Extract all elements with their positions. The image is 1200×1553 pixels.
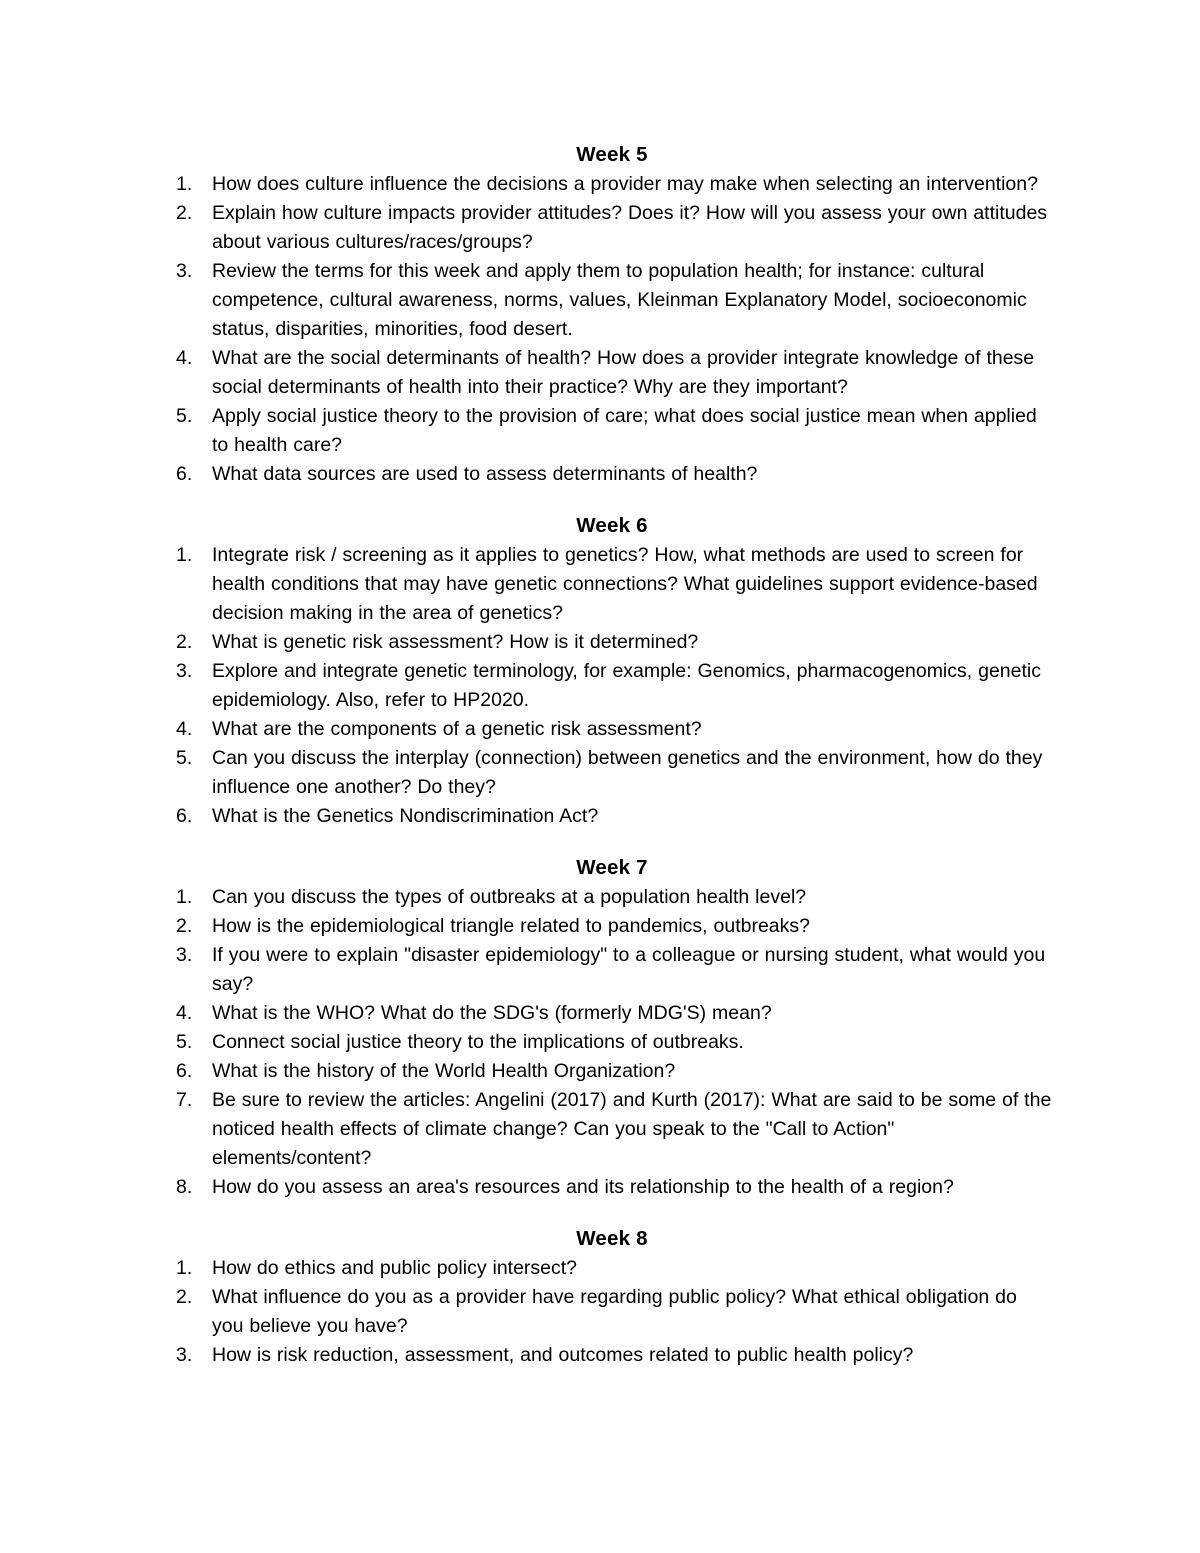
item-number: 6. <box>176 805 193 827</box>
item-number: 1. <box>176 886 193 908</box>
item-number: 1. <box>176 173 193 195</box>
item-number: 7. <box>176 1089 193 1111</box>
item-number: 4. <box>176 347 193 369</box>
list-item <box>172 883 1052 912</box>
list-item <box>172 1173 1052 1202</box>
item-number: 2. <box>176 1286 193 1308</box>
week-section <box>172 511 1052 831</box>
item-number: 3. <box>176 260 193 282</box>
item-number: 1. <box>176 1257 193 1279</box>
list-item <box>172 170 1052 199</box>
list-item <box>172 199 1052 257</box>
week-heading: Week 5 <box>576 143 648 166</box>
item-text: Be sure to review the articles: Angelini (2017) and Kurth (2017): What are said to be some of the noticed health effects of climate change? Can you speak to the "Call to Action" elements/content? <box>212 1089 1052 1169</box>
item-text: What are the social determinants of health? How does a provider integrate knowledge of these social determinants of health into their practice? Why are they important? <box>212 347 1035 398</box>
question-list <box>172 541 1052 831</box>
list-item <box>172 1086 1052 1173</box>
list-item <box>172 344 1052 402</box>
list-item <box>172 257 1052 344</box>
item-text: Explain how culture impacts provider attitudes? Does it? How will you assess your own attitudes about various cultures/races/groups? <box>212 202 1048 253</box>
list-item <box>172 802 1052 831</box>
item-text: How do you assess an area's resources and its relationship to the health of a region? <box>212 1176 954 1198</box>
list-item <box>172 744 1052 802</box>
question-list <box>172 170 1052 489</box>
item-text: How does culture influence the decisions a provider may make when selecting an intervention? <box>212 173 1038 195</box>
item-number: 8. <box>176 1176 193 1198</box>
item-number: 3. <box>176 1344 193 1366</box>
item-number: 3. <box>176 660 193 682</box>
list-item <box>172 1057 1052 1086</box>
week-section <box>172 853 1052 1202</box>
item-text: Explore and integrate genetic terminology, for example: Genomics, pharmacogenomics, genetic epidemiology. Also, refer to HP2020. <box>212 660 1041 711</box>
item-number: 6. <box>176 1060 193 1082</box>
list-item <box>172 912 1052 941</box>
list-item <box>172 715 1052 744</box>
week-section <box>172 1224 1052 1370</box>
list-item <box>172 999 1052 1028</box>
item-number: 4. <box>176 718 193 740</box>
list-item <box>172 941 1052 999</box>
list-item <box>172 1283 1052 1341</box>
item-number: 2. <box>176 202 193 224</box>
item-text: What are the components of a genetic risk assessment? <box>212 718 702 740</box>
list-item <box>172 541 1052 628</box>
list-item <box>172 1341 1052 1370</box>
item-text: Can you discuss the types of outbreaks at a population health level? <box>212 886 807 908</box>
question-list <box>172 1254 1052 1370</box>
week-section <box>172 140 1052 489</box>
item-text: How is the epidemiological triangle related to pandemics, outbreaks? <box>212 915 810 937</box>
item-text: What is the WHO? What do the SDG's (formerly MDG'S) mean? <box>212 1002 772 1024</box>
item-number: 5. <box>176 405 193 427</box>
item-text: Apply social justice theory to the provision of care; what does social justice mean when applied to health care? <box>212 405 1037 456</box>
item-text: What data sources are used to assess determinants of health? <box>212 463 758 485</box>
item-number: 1. <box>176 544 193 566</box>
item-number: 2. <box>176 631 193 653</box>
item-text: Integrate risk / screening as it applies to genetics? How, what methods are used to screen for health conditions that may have genetic connections? What guidelines support evidence-based decision making in the area of genetics? <box>212 544 1038 624</box>
list-item <box>172 628 1052 657</box>
list-item <box>172 1028 1052 1057</box>
item-number: 2. <box>176 915 193 937</box>
document-content <box>172 140 1052 1392</box>
item-text: What is the history of the World Health Organization? <box>212 1060 676 1082</box>
item-text: If you were to explain "disaster epidemiology" to a colleague or nursing student, what would you say? <box>212 944 1046 995</box>
list-item <box>172 657 1052 715</box>
item-number: 3. <box>176 944 193 966</box>
item-number: 5. <box>176 747 193 769</box>
item-number: 4. <box>176 1002 193 1024</box>
list-item <box>172 460 1052 489</box>
item-text: Connect social justice theory to the implications of outbreaks. <box>212 1031 744 1053</box>
item-text: What influence do you as a provider have regarding public policy? What ethical obligation do you believe you have? <box>212 1286 1017 1337</box>
item-number: 5. <box>176 1031 193 1053</box>
item-text: How do ethics and public policy intersect? <box>212 1257 578 1279</box>
item-text: Can you discuss the interplay (connection) between genetics and the environment, how do they influence one another? Do they? <box>212 747 1043 798</box>
week-heading: Week 6 <box>576 514 648 537</box>
question-list <box>172 883 1052 1202</box>
item-text: What is the Genetics Nondiscrimination Act? <box>212 805 599 827</box>
item-number: 6. <box>176 463 193 485</box>
item-text: Review the terms for this week and apply them to population health; for instance: cultural competence, cultural awareness, norms, values, Kleinman Explanatory Model, socioeconomic status, disparities, minorities, food desert. <box>212 260 1027 340</box>
list-item <box>172 1254 1052 1283</box>
item-text: What is genetic risk assessment? How is it determined? <box>212 631 699 653</box>
week-heading: Week 7 <box>576 856 648 879</box>
week-heading: Week 8 <box>576 1227 648 1250</box>
item-text: How is risk reduction, assessment, and outcomes related to public health policy? <box>212 1344 914 1366</box>
list-item <box>172 402 1052 460</box>
